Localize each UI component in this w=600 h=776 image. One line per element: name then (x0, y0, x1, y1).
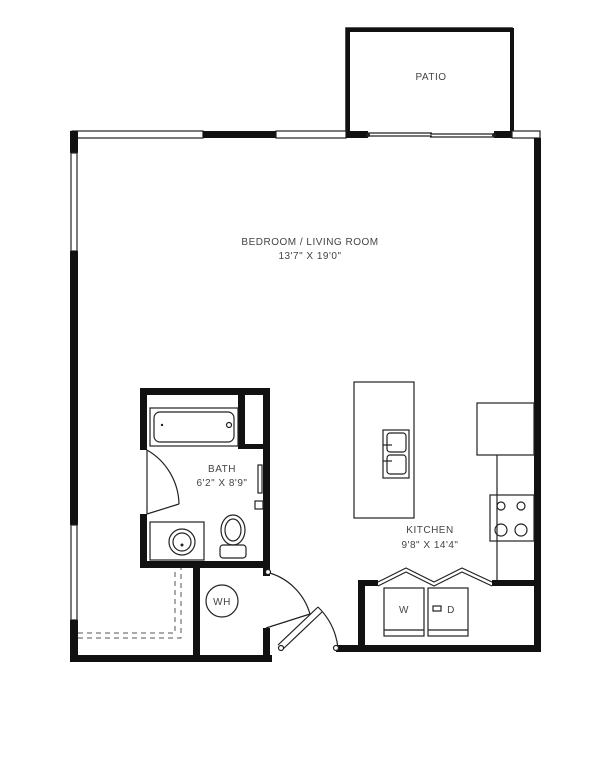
window-top-left (72, 131, 203, 138)
laundry-wall-stub-right (492, 580, 541, 586)
utility-wall-left (193, 568, 200, 662)
window-top-right (512, 131, 540, 138)
bathtub-icon (150, 408, 238, 446)
dryer-label: D (447, 605, 455, 616)
laundry-wall-left (358, 580, 365, 652)
sliding-door (366, 133, 496, 137)
utility-closet (193, 568, 270, 662)
kitchen-island (354, 382, 414, 518)
laundry-wall-stub-left (358, 580, 378, 586)
kitchen-label: KITCHEN (406, 525, 454, 536)
bath-dims: 6'2" X 8'9" (196, 478, 248, 489)
bath-door-icon (147, 450, 179, 514)
patio-wall-left (346, 28, 350, 132)
patio-label: PATIO (415, 72, 447, 83)
kitchen-sink-icon (383, 430, 409, 478)
closet (78, 568, 181, 638)
bifold-door-icon (378, 568, 492, 582)
living-room-label: BEDROOM / LIVING ROOM (241, 237, 379, 248)
bathroom (140, 388, 270, 568)
patio-wall-right (510, 28, 514, 132)
bath-linen-shelf (238, 444, 268, 449)
left-wall-top (70, 131, 78, 153)
toilet-icon (220, 515, 246, 558)
living-room-dims: 13'7" X 19'0" (278, 251, 342, 262)
sink-icon (150, 522, 204, 560)
bath-wall-left-upper (140, 388, 147, 450)
bath-wall-left-lower (140, 514, 147, 568)
top-wall-stub-a (346, 131, 368, 138)
bath-linen-wall (238, 395, 245, 447)
bath-wall-bottom (140, 561, 270, 568)
water-heater-label: WH (213, 597, 231, 608)
patio-wall-top (346, 28, 514, 32)
closet-outline (78, 568, 175, 633)
towel-bar-icon (258, 465, 262, 493)
bath-wall-right (263, 388, 270, 568)
right-wall (534, 138, 541, 652)
bottom-wall-mid (196, 655, 272, 662)
living-room (241, 237, 378, 262)
top-wall-solid (203, 131, 276, 138)
bottom-wall-right (336, 645, 540, 652)
entry-door-icon (266, 570, 339, 651)
bath-wall-top (140, 388, 270, 395)
patio (346, 28, 514, 132)
outlet-icon (255, 501, 263, 509)
window-left-upper (71, 153, 77, 251)
kitchen-dims: 9'8" X 14'4" (401, 540, 459, 551)
left-wall-mid (70, 251, 78, 525)
bottom-wall-left (70, 655, 202, 662)
window-left-lower (71, 525, 77, 620)
top-wall-stub-b (494, 131, 512, 138)
refrigerator (477, 403, 534, 455)
window-top-mid (276, 131, 346, 138)
washer-label: W (399, 605, 409, 616)
bath-label: BATH (208, 464, 236, 475)
utility-wall-stub-bottom (263, 628, 270, 662)
kitchen (354, 382, 541, 652)
